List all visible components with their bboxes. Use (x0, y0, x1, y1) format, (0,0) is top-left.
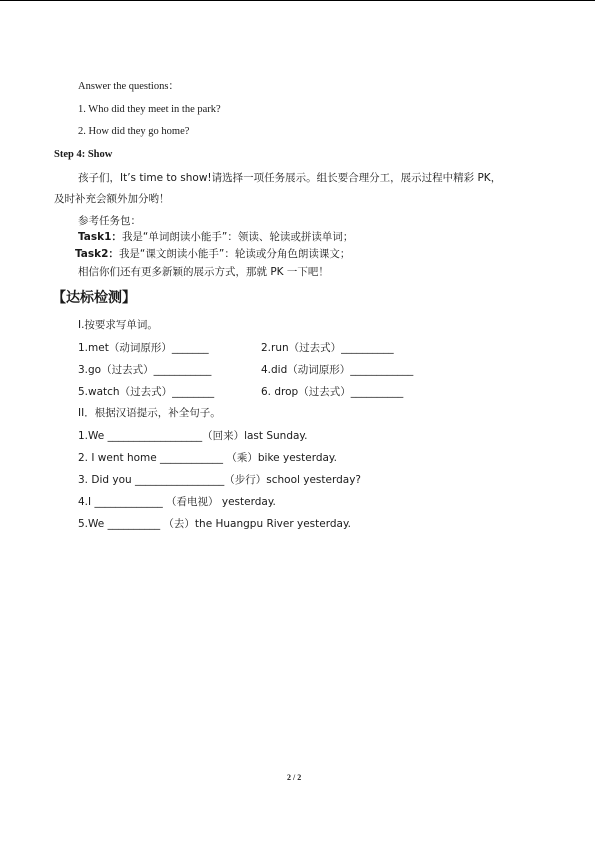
task1-label: Task1： (78, 231, 122, 243)
question-2: 2. How did they go home? (78, 126, 190, 137)
page-number: 2 / 2 (287, 773, 302, 782)
question-1: 1. Who did they meet in the park? (78, 104, 221, 115)
section-title: 【达标检测】 (52, 290, 136, 306)
task1 (78, 230, 353, 244)
step4-para-line1: 孩子们，It’s time to show!请选择一项任务展示。组长要合理分工，展示过程中精彩 PK， (78, 172, 502, 184)
top-rule (0, 0, 595, 1)
part1-item-5: 5.watch（过去式）________ (78, 386, 215, 398)
part1-item-1: 1.met（动词原形）_______ (78, 342, 209, 354)
task2-label: Task2： (75, 248, 119, 260)
task2 (75, 247, 350, 261)
answer-intro: Answer the questions： (78, 81, 179, 92)
part2-item-5: 5.We __________ （去）the Huangpu River yesterday. (78, 518, 351, 530)
step4-para-line2: 及时补充会额外加分哟！ (54, 193, 170, 205)
closing-line: 相信你们还有更多新颖的展示方式，那就 PK 一下吧！ (78, 266, 329, 278)
tasks-intro: 参考任务包： (78, 215, 141, 227)
part2-item-1: 1.We __________________（回来）last Sunday. (78, 430, 308, 442)
part1-item-4: 4.did（动词原形）____________ (261, 364, 414, 376)
part1-item-3: 3.go（过去式）___________ (78, 364, 212, 376)
part1-item-6: 6. drop（过去式）__________ (261, 386, 404, 398)
step4-title: Step 4: Show (54, 149, 113, 160)
part2-title: II．根据汉语提示，补全句子。 (78, 407, 221, 419)
part2-item-3: 3. Did you _________________（步行）school yesterday? (78, 474, 361, 486)
task2-text: 我是“课文朗读小能手”：轮读或分角色朗读课文； (118, 248, 351, 260)
part1-title: I.按要求写单词。 (78, 319, 158, 331)
part1-item-2: 2.run（过去式）__________ (261, 342, 394, 354)
part2-item-4: 4.I _____________ （看电视） yesterday. (78, 496, 276, 508)
task1-text: 我是“单词朗读小能手”：领读、轮读或拼读单词； (121, 231, 354, 243)
part2-item-2: 2. I went home ____________ （乘）bike yesterday. (78, 452, 337, 464)
